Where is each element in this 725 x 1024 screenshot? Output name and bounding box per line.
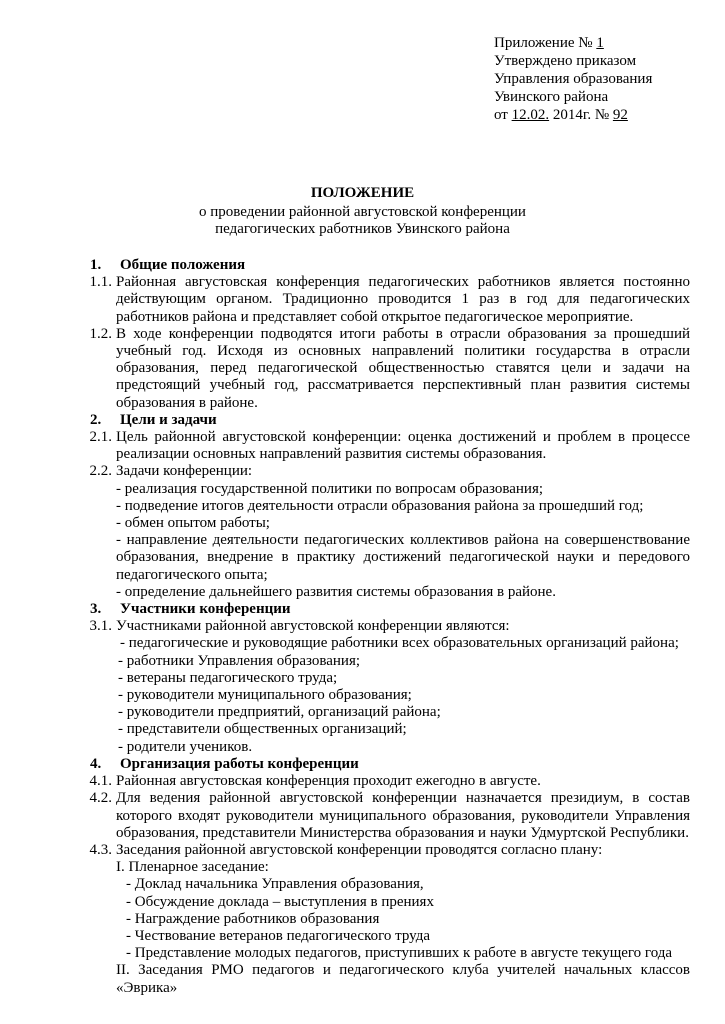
paragraph: 1.1. Районная августовская конференция педагогических работников является постоянно действующим органом. Традиционно проводится 1 раз в год для педагогических работников района и представляет собой открытое педагогическое мероприятие. [89,274,690,325]
document-subtitle-1: о проведении районной августовской конференции [199,204,526,220]
list-item: - Представление молодых педагогов, приступивших к работе в августе текущего года [126,945,673,962]
approval-line-5: от 12.02. 2014г. № 92 [494,107,628,123]
paragraph: 4.2. Для ведения районной августовской конференции назначается президиум, в состав которого входят руководители муниципального образования, руководители Управления образования, представители Министерства образования и науки Удмуртской Республики. [89,790,690,841]
paragraph: 2.1. Цель районной августовской конференции: оценка достижений и проблем в процессе реализации основных направлений развития системы образования. [89,429,690,463]
document-title: ПОЛОЖЕНИЕ [310,185,415,201]
list-item: - Награждение работников образования [126,910,380,927]
list-item: - обмен опытом работы; [116,515,270,532]
list-item: - определение дальнейшего развития системы образования в районе. [116,583,556,600]
list-item: - родители учеников. [118,738,253,755]
list-item: - руководители муниципального образования; [118,687,412,704]
approval-block [494,34,714,124]
plan-item: I. Пленарное заседание: [116,859,269,876]
section-heading: 3. Участники конференции [90,601,291,618]
approval-line-1: Приложение № 1 [494,35,604,51]
approval-line-4: Увинского района [494,89,609,105]
section-heading: 1. Общие положения [90,257,246,273]
list-item: - представители общественных организаций; [118,721,407,738]
plan-item: II. Заседания РМО педагогов и педагогического клуба учителей начальных классов «Эврика» [116,962,690,996]
approval-line-3: Управления образования [494,71,653,87]
document-body [80,257,690,997]
appendix-number: 1 [596,35,604,51]
list-item: - подведение итогов деятельности отрасли образования района за прошедший год; [116,497,644,514]
list-item: - работники Управления образования; [118,652,361,669]
paragraph: 4.1. Районная августовская конференция проходит ежегодно в августе. [89,773,541,790]
document-subtitle-2: педагогических работников Увинского района [215,221,510,237]
order-date: 12.02. [511,107,550,123]
list-item: - Чествование ветеранов педагогического труда [126,927,431,944]
list-item: - руководители предприятий, организаций района; [118,704,441,721]
paragraph: 3.1. Участниками районной августовской конференции являются: [89,618,510,635]
list-item: - Доклад начальника Управления образования, [126,876,424,893]
list-item: - педагогические и руководящие работники всех образовательных организаций района; [120,635,679,652]
list-item: - направление деятельности педагогических коллективов района на совершенствование образования, внедрение в практику достижений педагогической науки и передового педагогического опыта; [116,532,690,583]
section-heading: 2. Цели и задачи [90,411,217,428]
section-heading: 4. Организация работы конференции [90,755,359,772]
list-item: - Обсуждение доклада – выступления в прениях [126,893,434,910]
list-item: - реализация государственной политики по вопросам образования; [116,480,544,497]
paragraph: 2.2. Задачи конференции: [89,463,253,480]
list-item: - ветераны педагогического труда; [118,669,338,686]
paragraph: 4.3. Заседания районной августовской конференции проводятся согласно плану: [89,841,603,858]
paragraph: 1.2. В ходе конференции подводятся итоги работы в отрасли образования за прошедший учебный год. Исходя из основных направлений политики государства в отрасли образования, перед педагогической общественностью ставятся цели и задачи на предстоящий учебный год, рассматривается перспективный план развития системы образования в районе. [89,325,690,411]
approval-line-2: Утверждено приказом [494,53,637,69]
order-number: 92 [612,107,628,123]
